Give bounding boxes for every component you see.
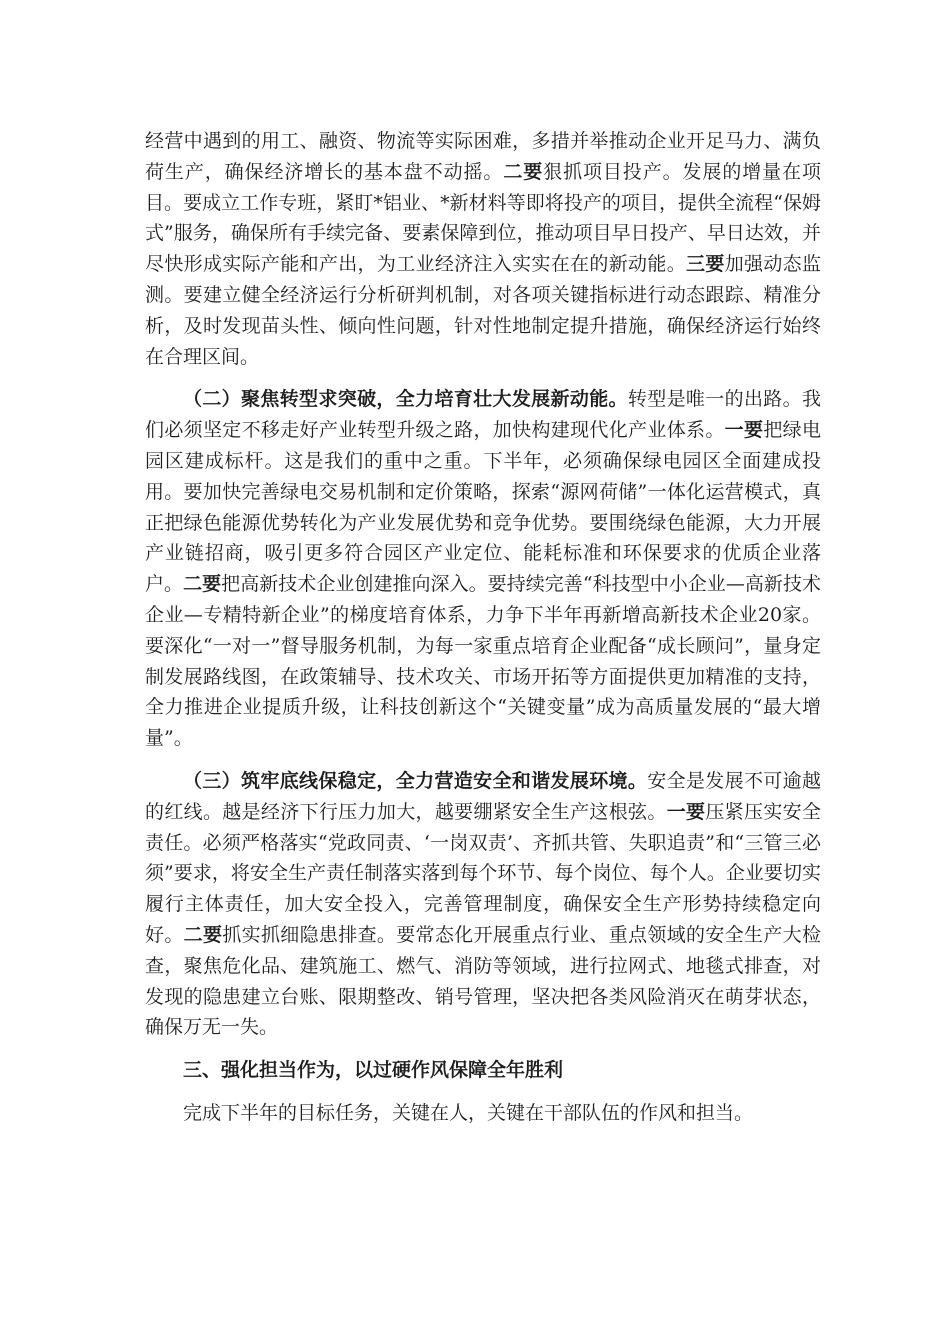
paragraph-text: 安全是发展不可逾越的红线。越是经济下行压力加大，越要绷紧安全生产这根弦。 (145, 769, 821, 823)
paragraph-4: 完成下半年的目标任务，关键在人，关键在干部队伍的作风和担当。 (183, 1101, 754, 1124)
bold-keyword: 三要 (686, 253, 725, 276)
paragraph-1 (145, 126, 821, 372)
bold-keyword: 二要 (503, 160, 544, 183)
paragraph-text: 狠抓项目投产。发展的增量在项目。要成立工作专班，紧盯*铝业、*新材料等即将投产的项目，提供全流程“保姆式”服务，确保所有手续完备、要素保障到位，推动项目早日投产、早日达效，并尽快形成实际产能和产出，为工业经济注入实实在在的新动能。 (145, 160, 821, 276)
bold-keyword: 一要 (666, 800, 706, 823)
paragraph-3 (145, 766, 821, 1043)
section-heading-2: （二）聚焦转型求突破，全力培育壮大发展新动能。 (183, 388, 628, 411)
paragraph-2 (145, 384, 821, 754)
paragraph-text: 加强动态监测。要建立健全经济运行分析研判机制，对各项关键指标进行动态跟踪、精准分析，及时发现苗头性、倾向性问题，针对性地制定提升措施，确保经济运行始终在合理区间。 (145, 253, 821, 368)
paragraph-text: 转型是唯一的出路。我们必须坚定不移走好产业转型升级之路，加快构建现代化产业体系。 (145, 388, 821, 442)
section-heading-3: （三）筑牢底线保稳定，全力营造安全和谐发展环境。 (183, 769, 648, 792)
bold-keyword: 一要 (724, 419, 764, 442)
chapter-heading: 三、强化担当作为，以过硬作风保障全年胜利 (183, 1059, 564, 1082)
paragraph-text: 压紧压实安全责任。必须严格落实“党政同责、‘一岗双责’、齐抓共管、失职追责”和“三管三必须”要求，将安全生产责任制落实落到每个环节、每个岗位、每个人。企业要切实履行主体责任，加大安全投入，完善管理制度，确保安全生产形势持续稳定向好。 (145, 800, 821, 946)
paragraph-text: 经营中遇到的用工、融资、物流等实际困难，多措并举推动企业开足马力、满负荷生产，确保经济增长的基本盘不动摇。 (145, 130, 821, 183)
paragraph-text: 把高新技术企业创建推向深入。要持续完善“科技型中小企业—高新技术企业—专精特新企业”的梯度培育体系，力争下半年再新增高新技术企业20家。要深化“一对一”督导服务机制，为每一家重点培育企业配备“成长顾问”，量身定制发展路线图，在政策辅导、技术攻关、市场开拓等方面提供更加精准的支持，全力推进企业提质升级，让科技创新这个“关键变量”成为高质量发展的“最大增量”。 (145, 573, 821, 750)
paragraph-text: 把绿电园区建成标杆。这是我们的重中之重。下半年，必须确保绿电园区全面建成投用。要加快完善绿电交易机制和定价策略，探索“源网荷储”一体化运营模式，真正把绿色能源优势转化为产业发展优势和竞争优势。要围绕绿色能源，大力开展产业链招商，吸引更多符合园区产业定位、能耗标准和环保要求的优质企业落户。 (145, 419, 821, 596)
document-body (145, 126, 821, 1129)
paragraph-text: 抓实抓细隐患排查。要常态化开展重点行业、重点领域的安全生产大检查，聚焦危化品、建筑施工、燃气、消防等领域，进行拉网式、地毯式排查，对发现的隐患建立台账、限期整改、销号管理，坚决把各类风险消灭在萌芽状态，确保万无一失。 (145, 923, 821, 1039)
bold-keyword: 二要 (183, 923, 223, 946)
bold-keyword: 二要 (183, 573, 222, 596)
